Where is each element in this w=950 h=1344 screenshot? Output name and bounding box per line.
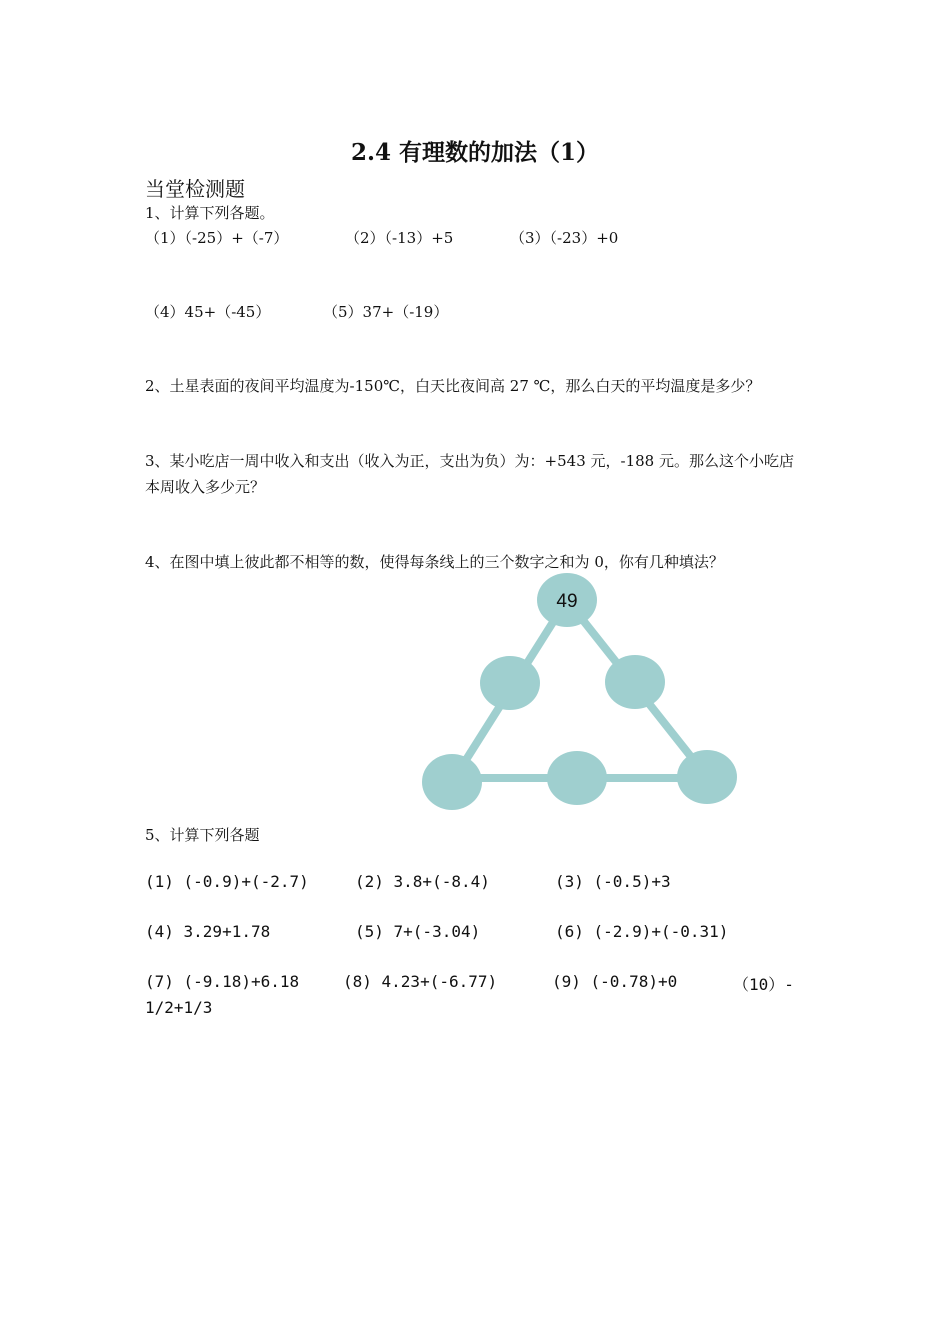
q5-item-4: (4) 3.29+1.78 — [145, 922, 271, 941]
bottom-left-circle — [422, 754, 482, 810]
q2-text: 2、土星表面的夜间平均温度为-150℃，白天比夜间高 27 ℃，那么白天的平均温度是多少？ — [145, 377, 761, 395]
q5-item-10-continued: 1/2+1/3 — [145, 998, 213, 1017]
q5-item-6: (6) (-2.9)+(-0.31) — [555, 922, 729, 941]
q5-item-7: (7) (-9.18)+6.18 — [145, 972, 300, 991]
triangle-diagram — [415, 570, 745, 815]
q1-item-1: （1）（-25）+（-7） — [145, 229, 289, 247]
upper-right-circle — [605, 655, 665, 709]
q4-text: 4、在图中填上彼此都不相等的数，使得每条线上的三个数字之和为 0，你有几种填法？ — [145, 553, 724, 571]
q5-item-3: (3) (-0.5)+3 — [555, 872, 671, 891]
q3-line-2: 本周收入多少元？ — [145, 478, 266, 496]
section-label: 当堂检测题 — [145, 177, 245, 201]
q5-item-2: (2) 3.8+(-8.4) — [355, 872, 490, 891]
q1-heading: 1、计算下列各题。 — [145, 204, 275, 222]
q5-heading: 5、计算下列各题 — [145, 826, 260, 844]
q5-item-5: (5) 7+(-3.04) — [355, 922, 481, 941]
q5-item-8: (8) 4.23+(-6.77) — [343, 972, 498, 991]
q1-item-3: （3）（-23）+0 — [510, 229, 619, 247]
q5-item-10: （10）- — [733, 975, 794, 994]
bottom-middle-circle — [547, 751, 607, 805]
bottom-right-circle — [677, 750, 737, 804]
upper-left-circle — [480, 656, 540, 710]
q1-item-2: （2）（-13）+5 — [345, 229, 454, 247]
q1-item-4: （4）45+（-45） — [145, 303, 271, 321]
q5-item-9: (9) (-0.78)+0 — [552, 972, 678, 991]
q1-item-5: （5）37+（-19） — [323, 303, 449, 321]
q5-item-1: (1) (-0.9)+(-2.7) — [145, 872, 309, 891]
q3-line-1: 3、某小吃店一周中收入和支出（收入为正，支出为负）为：+543 元，-188 元。那么这个小吃店 — [145, 452, 794, 470]
page-title: 2.4 有理数的加法（1） — [350, 139, 600, 166]
top-circle-value: 49 — [556, 591, 578, 612]
